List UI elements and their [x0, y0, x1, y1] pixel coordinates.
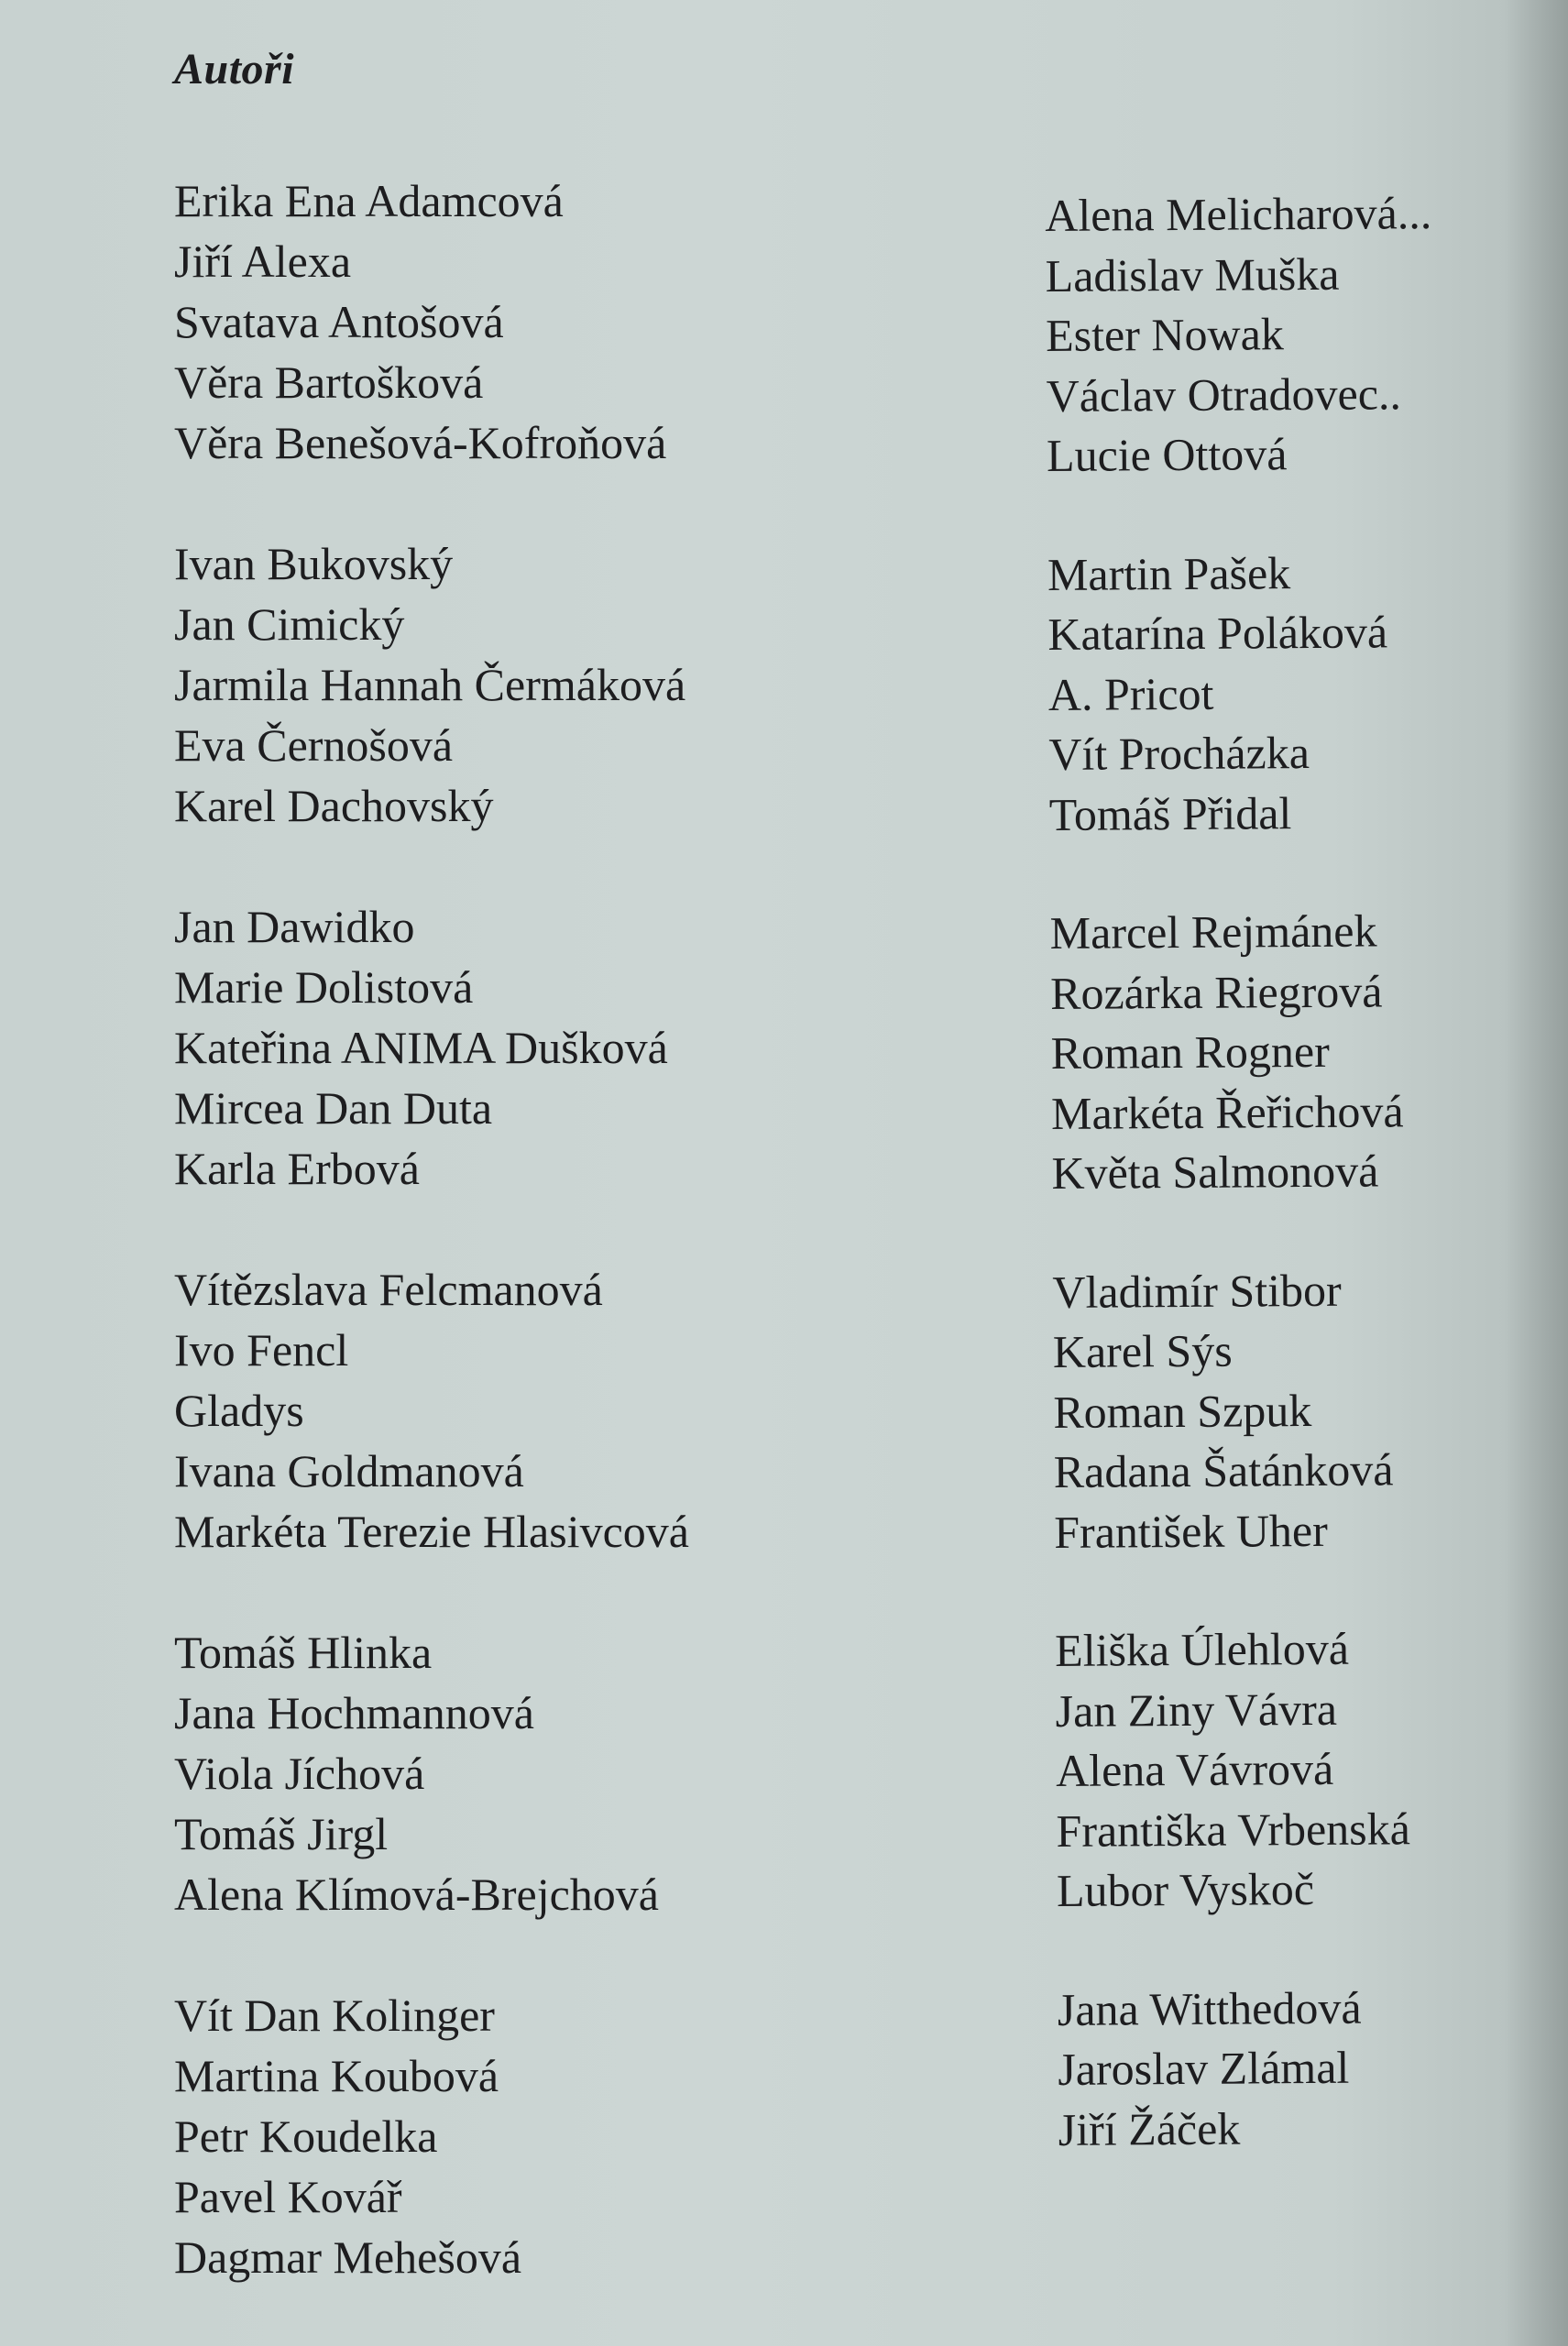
author-name: Kateřina ANIMA Dušková	[174, 1022, 668, 1073]
page-title: Autoři	[174, 45, 295, 93]
author-name: Vít Procházka	[1048, 726, 1310, 780]
author-name: František Uher	[1054, 1504, 1328, 1558]
page-edge-shadow	[1504, 0, 1568, 2346]
author-group	[1055, 1617, 1552, 1921]
author-name: Vít Dan Kolinger	[174, 1990, 495, 2041]
author-name: Vladimír Stibor	[1052, 1264, 1342, 1318]
author-name: Květa Salmonová	[1051, 1145, 1379, 1199]
author-group	[1049, 900, 1546, 1203]
author-name: Lucie Ottová	[1046, 428, 1288, 481]
author-group	[174, 896, 834, 1199]
authors-left-column	[174, 170, 834, 2346]
author-name: Roman Rogner	[1050, 1025, 1330, 1079]
author-name: Markéta Terezie Hlasivcová	[174, 1506, 689, 1557]
author-name: Jaroslav Zlámal	[1058, 2041, 1350, 2095]
author-name: Karel Dachovský	[174, 780, 494, 831]
author-name: Jiří Žáček	[1058, 2102, 1241, 2155]
author-name: Viola Jíchová	[174, 1748, 425, 1799]
author-name: Eliška Úlehlová	[1054, 1622, 1350, 1676]
author-name: Ivan Bukovský	[174, 538, 454, 589]
author-name: Jarmila Hannah Čermáková	[174, 659, 686, 710]
author-name: Ivo Fencl	[174, 1324, 349, 1376]
author-name: Petr Koudelka	[174, 2110, 438, 2162]
author-name: Jiří Alexa	[174, 236, 352, 287]
author-name: Marcel Rejmánek	[1049, 904, 1377, 959]
author-name: Gladys	[174, 1385, 304, 1436]
author-name: Jana Hochmannová	[174, 1687, 534, 1738]
author-name: Ester Nowak	[1045, 308, 1284, 361]
author-name: Jan Ziny Vávra	[1055, 1683, 1338, 1737]
author-name: Markéta Řeřichová	[1050, 1084, 1404, 1139]
author-name: Mircea Dan Duta	[174, 1082, 493, 1134]
author-name: Jan Dawidko	[174, 901, 415, 952]
author-name: Rozárka Riegrová	[1049, 964, 1383, 1019]
author-name: Dagmar Mehešová	[174, 2231, 522, 2283]
author-name: Tomáš Hlinka	[174, 1627, 433, 1678]
author-name: Erika Ena Adamcová	[174, 175, 564, 226]
author-group	[1045, 182, 1541, 486]
author-group	[1052, 1259, 1549, 1562]
author-name: Karla Erbová	[174, 1143, 420, 1194]
author-name: Alena Klímová-Brejchová	[174, 1869, 659, 1920]
author-name: Lubor Vyskoč	[1056, 1862, 1315, 1916]
author-name: Martin Pašek	[1047, 546, 1291, 600]
authors-right-column	[1045, 182, 1553, 2219]
author-group	[174, 1259, 834, 1562]
author-group	[174, 1622, 834, 1924]
author-name: Tomáš Přidal	[1048, 786, 1292, 840]
author-group	[174, 170, 834, 473]
author-name: Václav Otradovec..	[1046, 367, 1402, 422]
author-name: Katarína Poláková	[1047, 606, 1388, 660]
author-name: Ladislav Muška	[1045, 247, 1340, 301]
author-group	[174, 1985, 834, 2287]
author-name: Alena Melicharová...	[1045, 187, 1432, 241]
author-name: Radana Šatánková	[1053, 1443, 1394, 1497]
author-name: Martina Koubová	[174, 2050, 499, 2101]
author-group	[1058, 1977, 1553, 2160]
author-name: Pavel Kovář	[174, 2171, 402, 2222]
author-name: Tomáš Jirgl	[174, 1808, 389, 1859]
author-name: Ivana Goldmanová	[174, 1445, 524, 1496]
author-group	[1047, 542, 1544, 845]
author-name: Marie Dolistová	[174, 961, 474, 1013]
author-name: Františka Vrbenská	[1056, 1802, 1410, 1857]
author-name: Roman Szpuk	[1053, 1384, 1312, 1438]
author-name: Jan Cimický	[174, 598, 405, 650]
author-name: Eva Černošová	[174, 719, 454, 771]
author-name: Jana Witthedová	[1057, 1981, 1362, 2035]
author-name: Alena Vávrová	[1055, 1742, 1334, 1796]
author-name: Svatava Antošová	[174, 296, 504, 347]
author-name: Věra Benešová-Kofroňová	[174, 417, 667, 468]
author-name: Vítězslava Felcmanová	[174, 1264, 603, 1315]
author-name: Karel Sýs	[1052, 1324, 1233, 1377]
author-name: Věra Bartošková	[174, 356, 484, 408]
author-group	[174, 533, 834, 836]
author-name: A. Pricot	[1047, 667, 1214, 720]
